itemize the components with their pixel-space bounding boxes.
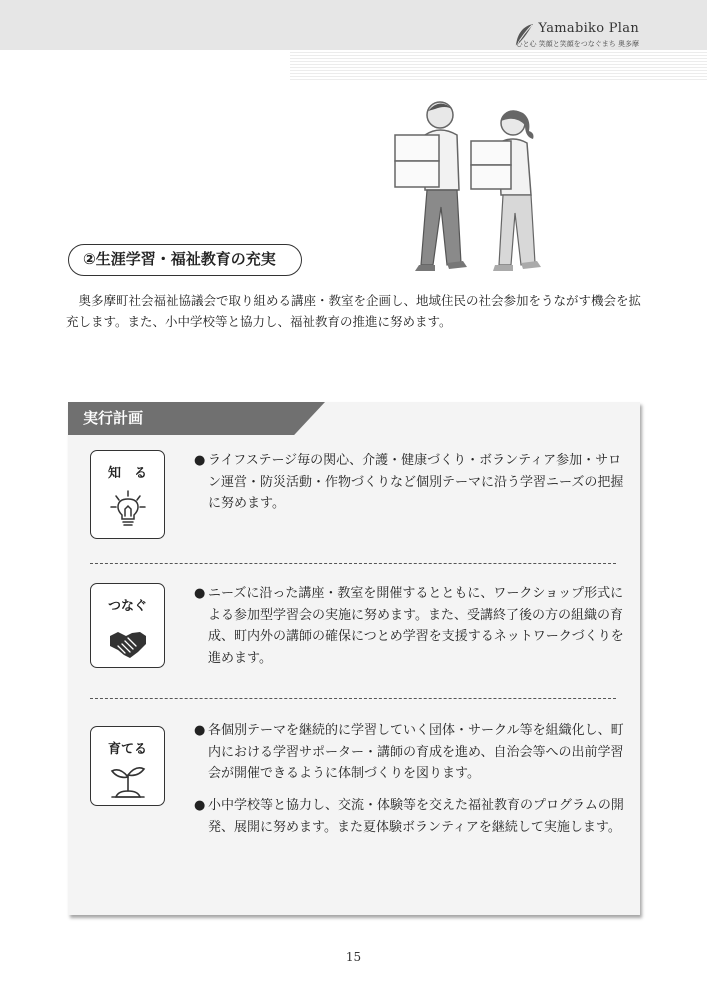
people-carrying-boxes-illustration: [385, 95, 565, 280]
section-title: ②生涯学習・福祉教育の充実: [68, 244, 302, 276]
know-text: [194, 450, 624, 515]
bullet-marker: ●: [194, 586, 206, 601]
page-number: 15: [345, 950, 362, 964]
handshake-icon: [108, 622, 148, 662]
grow-text-2: [194, 795, 624, 838]
header-stripes: [290, 52, 707, 80]
bullet-marker: ●: [194, 798, 206, 813]
grow-icon-box: [90, 726, 165, 806]
brand-subtitle: 心と心 笑顔と笑顔をつなぐまち 奥多摩: [515, 40, 639, 48]
bullet-marker: ●: [194, 453, 206, 468]
know-paragraph: ライフステージ毎の関心、介護・健康づくり・ボランティア参加・サロン運営・防災活動・作物づくりなど個別テーマに沿う学習ニーズの把握に努めます。: [208, 453, 624, 511]
sprout-icon: [108, 761, 148, 801]
divider: [90, 563, 616, 564]
know-icon-box: [90, 450, 165, 539]
grow-label: 育てる: [107, 742, 147, 757]
connect-icon-box: [90, 583, 165, 668]
lightbulb-icon: [108, 489, 148, 529]
brand-title: Yamabiko Plan: [538, 21, 639, 36]
plan-heading: 実行計画: [83, 409, 144, 427]
bullet-marker: ●: [194, 723, 206, 738]
grow-paragraph-1: 各個別テーマを継続的に学習していく団体・サークル等を組織化し、町内における学習サポーター・講師の育成を進め、自治会等への出前学習会が開催できるように体制づくりを図ります。: [208, 723, 624, 781]
grow-paragraph-2: 小中学校等と協力し、交流・体験等を交えた福祉教育のプログラムの開発、展開に努めます。また夏体験ボランティアを継続して実施します。: [208, 798, 624, 835]
grow-text-1: [194, 720, 624, 785]
intro-paragraph: 奥多摩町社会福祉協議会で取り組める講座・教室を企画し、地域住民の社会参加をうながす機会を拡充します。また、小中学校等と協力し、福祉教育の推進に努めます。: [66, 293, 642, 329]
connect-paragraph: ニーズに沿った講座・教室を開催するとともに、ワークショップ形式による参加型学習会の実施に努めます。また、受講終了後の方の組織の育成、町内外の講師の確保につとめ学習を支援するネットワークづくりを進めます。: [208, 586, 624, 666]
brand: [516, 22, 639, 49]
connect-text: [194, 583, 624, 669]
know-label: 知 る: [107, 466, 147, 481]
connect-label: つなぐ: [107, 599, 147, 614]
divider: [90, 698, 616, 699]
